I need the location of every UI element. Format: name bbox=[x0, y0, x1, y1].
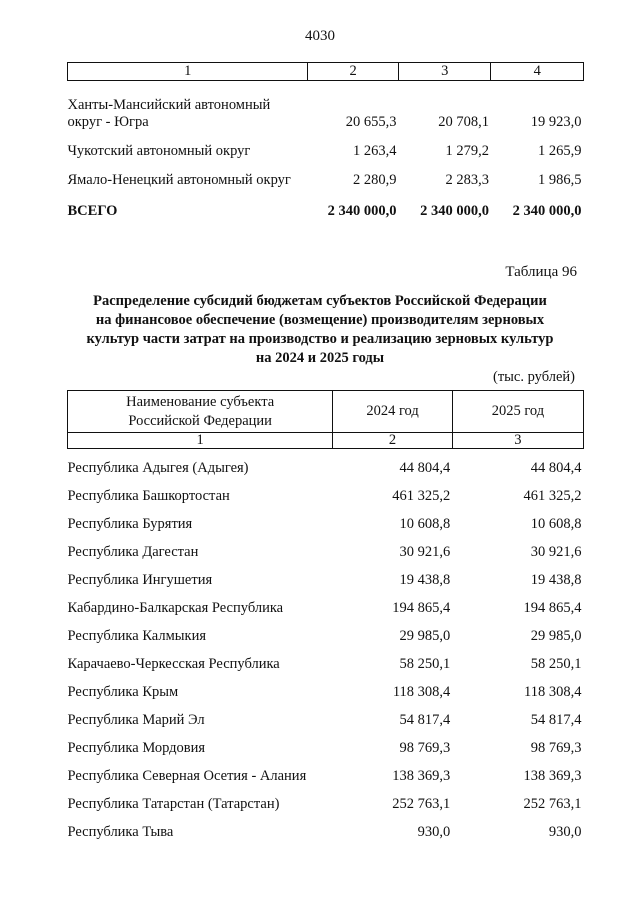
value-2024: 29 985,0 bbox=[399, 628, 451, 644]
value-cell: 1 265,9 bbox=[538, 142, 582, 159]
value-2025: 138 369,3 bbox=[523, 768, 582, 784]
value-2025: 461 325,2 bbox=[523, 488, 582, 504]
table-row bbox=[68, 617, 584, 645]
value-2025: 194 865,4 bbox=[523, 600, 582, 616]
value-2025: 118 308,4 bbox=[524, 684, 582, 700]
value-2024: 118 308,4 bbox=[392, 684, 451, 700]
column-index: 3 bbox=[398, 63, 491, 81]
column-index-row bbox=[68, 63, 584, 81]
table-row bbox=[68, 449, 584, 478]
table-row bbox=[68, 477, 584, 505]
region-name: Республика Крым bbox=[67, 684, 179, 700]
table-row bbox=[68, 729, 584, 757]
value-2024: 252 763,1 bbox=[392, 796, 451, 812]
table-row bbox=[68, 81, 584, 131]
value-2024: 10 608,8 bbox=[399, 516, 451, 532]
value-2024: 930,0 bbox=[417, 824, 451, 840]
table-row bbox=[68, 589, 584, 617]
table-row bbox=[68, 131, 584, 160]
column-index: 1 bbox=[68, 433, 333, 449]
page-number: 4030 bbox=[305, 28, 335, 44]
value-cell: 1 263,4 bbox=[352, 142, 397, 159]
column-index: 3 bbox=[452, 433, 583, 449]
value-2024: 138 369,3 bbox=[392, 768, 451, 784]
table-row bbox=[68, 701, 584, 729]
region-name: Республика Татарстан (Татарстан) bbox=[67, 796, 280, 812]
column-index-row bbox=[68, 433, 584, 449]
table-row bbox=[68, 561, 584, 589]
value-2024: 19 438,8 bbox=[399, 572, 451, 588]
previous-table-continuation bbox=[67, 62, 584, 220]
table-title: Распределение субсидий бюджетам субъектов Российской Федерации на финансовое обеспечение (возмещение) производителям зерновых культур части затрат на производство и реализацию зерновых культур на 2024 и 2025 годы bbox=[86, 293, 554, 366]
value-2025: 10 608,8 bbox=[530, 516, 582, 532]
value-cell: 2 283,3 bbox=[445, 171, 489, 188]
column-header-2025: 2025 год bbox=[452, 391, 583, 433]
value-2025: 930,0 bbox=[548, 824, 582, 840]
total-row bbox=[68, 189, 584, 220]
value-2024: 54 817,4 bbox=[399, 712, 451, 728]
column-index: 2 bbox=[333, 433, 452, 449]
region-name: Ямало-Ненецкий автономный округ bbox=[67, 171, 291, 188]
total-value: 2 340 000,0 bbox=[512, 202, 582, 219]
total-value: 2 340 000,0 bbox=[420, 202, 489, 219]
subsidy-table bbox=[67, 390, 584, 841]
value-cell: 19 923,0 bbox=[530, 113, 582, 130]
region-name: Ханты-Мансийский автономный округ - Югра bbox=[67, 96, 271, 130]
table-row bbox=[68, 813, 584, 841]
value-2024: 461 325,2 bbox=[392, 488, 451, 504]
region-name: Республика Адыгея (Адыгея) bbox=[67, 460, 249, 476]
value-cell: 20 708,1 bbox=[438, 113, 489, 130]
value-cell: 1 986,5 bbox=[538, 171, 582, 188]
value-cell: 1 279,2 bbox=[445, 142, 489, 159]
region-name: Республика Тыва bbox=[67, 824, 174, 840]
value-2025: 252 763,1 bbox=[523, 796, 582, 812]
region-name: Республика Ингушетия bbox=[67, 572, 213, 588]
region-name: Республика Марий Эл bbox=[67, 712, 205, 728]
value-cell: 20 655,3 bbox=[345, 113, 397, 130]
column-index: 1 bbox=[68, 63, 308, 81]
value-2024: 44 804,4 bbox=[399, 460, 451, 476]
column-index: 4 bbox=[491, 63, 584, 81]
value-2024: 194 865,4 bbox=[392, 600, 451, 616]
table-row bbox=[68, 645, 584, 673]
region-name: Республика Калмыкия bbox=[67, 628, 206, 644]
value-2025: 58 250,1 bbox=[530, 656, 582, 672]
table-row bbox=[68, 505, 584, 533]
table-row bbox=[68, 757, 584, 785]
table-row bbox=[68, 785, 584, 813]
region-name: Республика Мордовия bbox=[67, 740, 206, 756]
value-2025: 30 921,6 bbox=[530, 544, 582, 560]
value-2025: 98 769,3 bbox=[530, 740, 582, 756]
value-2025: 29 985,0 bbox=[530, 628, 582, 644]
region-name: Республика Башкортостан bbox=[67, 488, 230, 504]
table-header-row bbox=[68, 391, 584, 433]
value-2024: 30 921,6 bbox=[399, 544, 451, 560]
value-2025: 44 804,4 bbox=[530, 460, 582, 476]
value-2024: 58 250,1 bbox=[399, 656, 451, 672]
table-label: Таблица 96 bbox=[505, 264, 577, 280]
table-row bbox=[68, 673, 584, 701]
total-label: ВСЕГО bbox=[67, 202, 118, 219]
region-name: Республика Бурятия bbox=[67, 516, 193, 532]
region-name: Республика Дагестан bbox=[67, 544, 199, 560]
region-name: Кабардино-Балкарская Республика bbox=[67, 600, 284, 616]
column-index: 2 bbox=[308, 63, 399, 81]
region-name: Республика Северная Осетия - Алания bbox=[67, 768, 307, 784]
value-2024: 98 769,3 bbox=[399, 740, 451, 756]
total-value: 2 340 000,0 bbox=[327, 202, 397, 219]
region-name: Чукотский автономный округ bbox=[67, 142, 251, 159]
value-2025: 19 438,8 bbox=[530, 572, 582, 588]
table-row bbox=[68, 160, 584, 189]
units-note: (тыс. рублей) bbox=[493, 369, 575, 385]
column-header-region: Наименование субъекта Российской Федерации bbox=[68, 391, 333, 433]
column-header-2024: 2024 год bbox=[333, 391, 452, 433]
table-row bbox=[68, 533, 584, 561]
value-cell: 2 280,9 bbox=[352, 171, 397, 188]
value-2025: 54 817,4 bbox=[530, 712, 582, 728]
region-name: Карачаево-Черкесская Республика bbox=[67, 656, 280, 672]
